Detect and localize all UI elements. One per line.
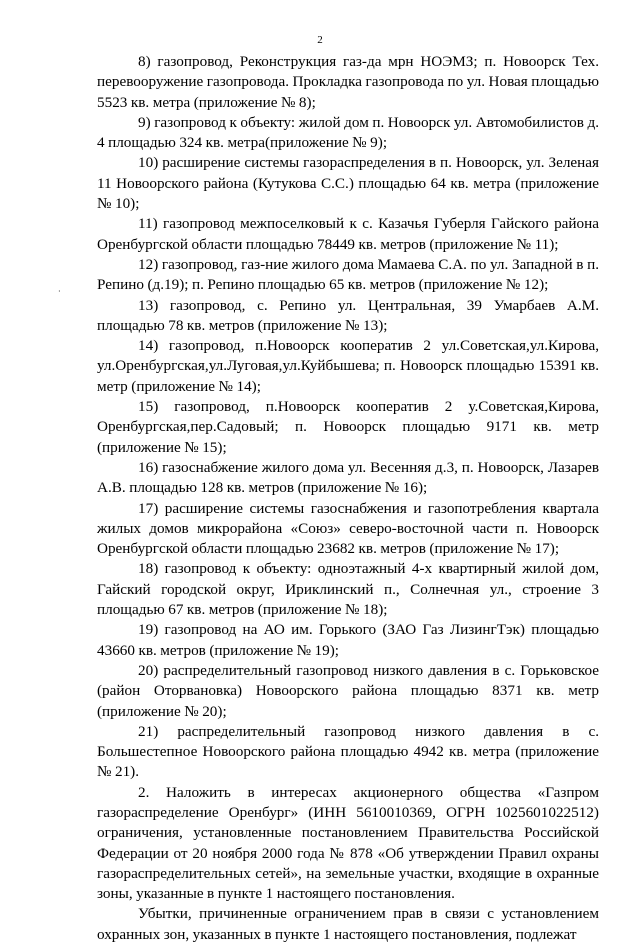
list-item-18: 18) газопровод к объекту: одноэтажный 4-х квартирный жилой дом, Гайский городской округ, Ириклинский п., Солнечная ул., строение 3 площадью 67 кв. метров (приложение № 18); [97, 560, 599, 619]
list-item-12: 12) газопровод, газ-ние жилого дома Мамаева С.А. по ул. Западной в п. Репино (д.19); п. Репино площадью 65 кв. метров (приложение № 12); [97, 255, 599, 294]
list-item-15: 15) газопровод, п.Новоорск кооператив 2 у.Советская,Кирова, Оренбургская,пер.Садовый; п. Новоорск площадью 9171 кв. метр (приложение № 15); [97, 398, 599, 456]
list-item-14: 14) газопровод, п.Новоорск кооператив 2 ул.Советская,ул.Кирова, ул.Оренбургская,ул.Луговая,ул.Куйбышева; п. Новоорск площадью 15391 кв. метр (приложение № 14); [97, 337, 599, 395]
list-item-17: 17) расширение системы газоснабжения и газопотребления квартала жилых домов микрорайона «Союз» северо-восточной части п. Новоорск Оренбургской области площадью 23682 кв. метров (приложение № 17); [97, 499, 599, 558]
list-item-8: 8) газопровод, Реконструкция газ-да мрн НОЭМЗ; п. Новоорск Тех. перевооружение газопровода. Прокладка газопровода по ул. Новая площадью 5523 кв. метра (приложение № 8); [97, 53, 599, 111]
list-item-19: 19) газопровод на АО им. Горького (ЗАО Газ ЛизингТэк) площадью 43660 кв. метров (приложение № 19); [97, 621, 599, 659]
damages-paragraph: Убытки, причиненные ограничением прав в связи с установлением охранных зон, указанных в пункте 1 настоящего постановления, подлежат [97, 905, 599, 943]
list-item-13: 13) газопровод, с. Репино ул. Центральная, 39 Умарбаев А.М. площадью 78 кв. метров (приложение № 13); [97, 296, 599, 334]
margin-mark: · [58, 287, 61, 296]
page-number: 2 [317, 34, 323, 46]
document-body [97, 52, 599, 945]
clause-2-paragraph: 2. Наложить в интересах акционерного общества «Газпром газораспределение Оренбург» (ИНН 5610010369, ОГРН 1025601022512) ограничения, установленные постановлением Правительства Российской Федерации от 20 ноября 2000 года № 878 «Об утверждении Правил охраны газораспределительных сетей», на земельные участки, входящие в охранные зоны, указанные в пункте 1 настоящего постановления. [97, 783, 599, 903]
list-item-21: 21) распределительный газопровод низкого давления в с. Большестепное Новоорского района площадью 4942 кв. метра (приложение № 21). [97, 722, 599, 781]
list-item-11: 11) газопровод межпоселковый к с. Казачья Губерля Гайского района Оренбургской области площадью 78449 кв. метров (приложение № 11); [97, 215, 599, 253]
list-item-20: 20) распределительный газопровод низкого давления в с. Горьковское (район Оторвановка) Новоорского района площадью 8371 кв. метр (приложение № 20); [97, 661, 599, 720]
list-item-10: 10) расширение системы газораспределения в п. Новоорск, ул. Зеленая 11 Новоорского района (Кутукова С.С.) площадью 64 кв. метра (приложение № 10); [97, 154, 599, 213]
list-item-16: 16) газоснабжение жилого дома ул. Весенняя д.3, п. Новоорск, Лазарев А.В. площадью 128 кв. метров (приложение № 16); [97, 458, 599, 497]
list-item-9: 9) газопровод к объекту: жилой дом п. Новоорск ул. Автомобилистов д. 4 площадью 324 кв. метра(приложение № 9); [97, 113, 599, 152]
